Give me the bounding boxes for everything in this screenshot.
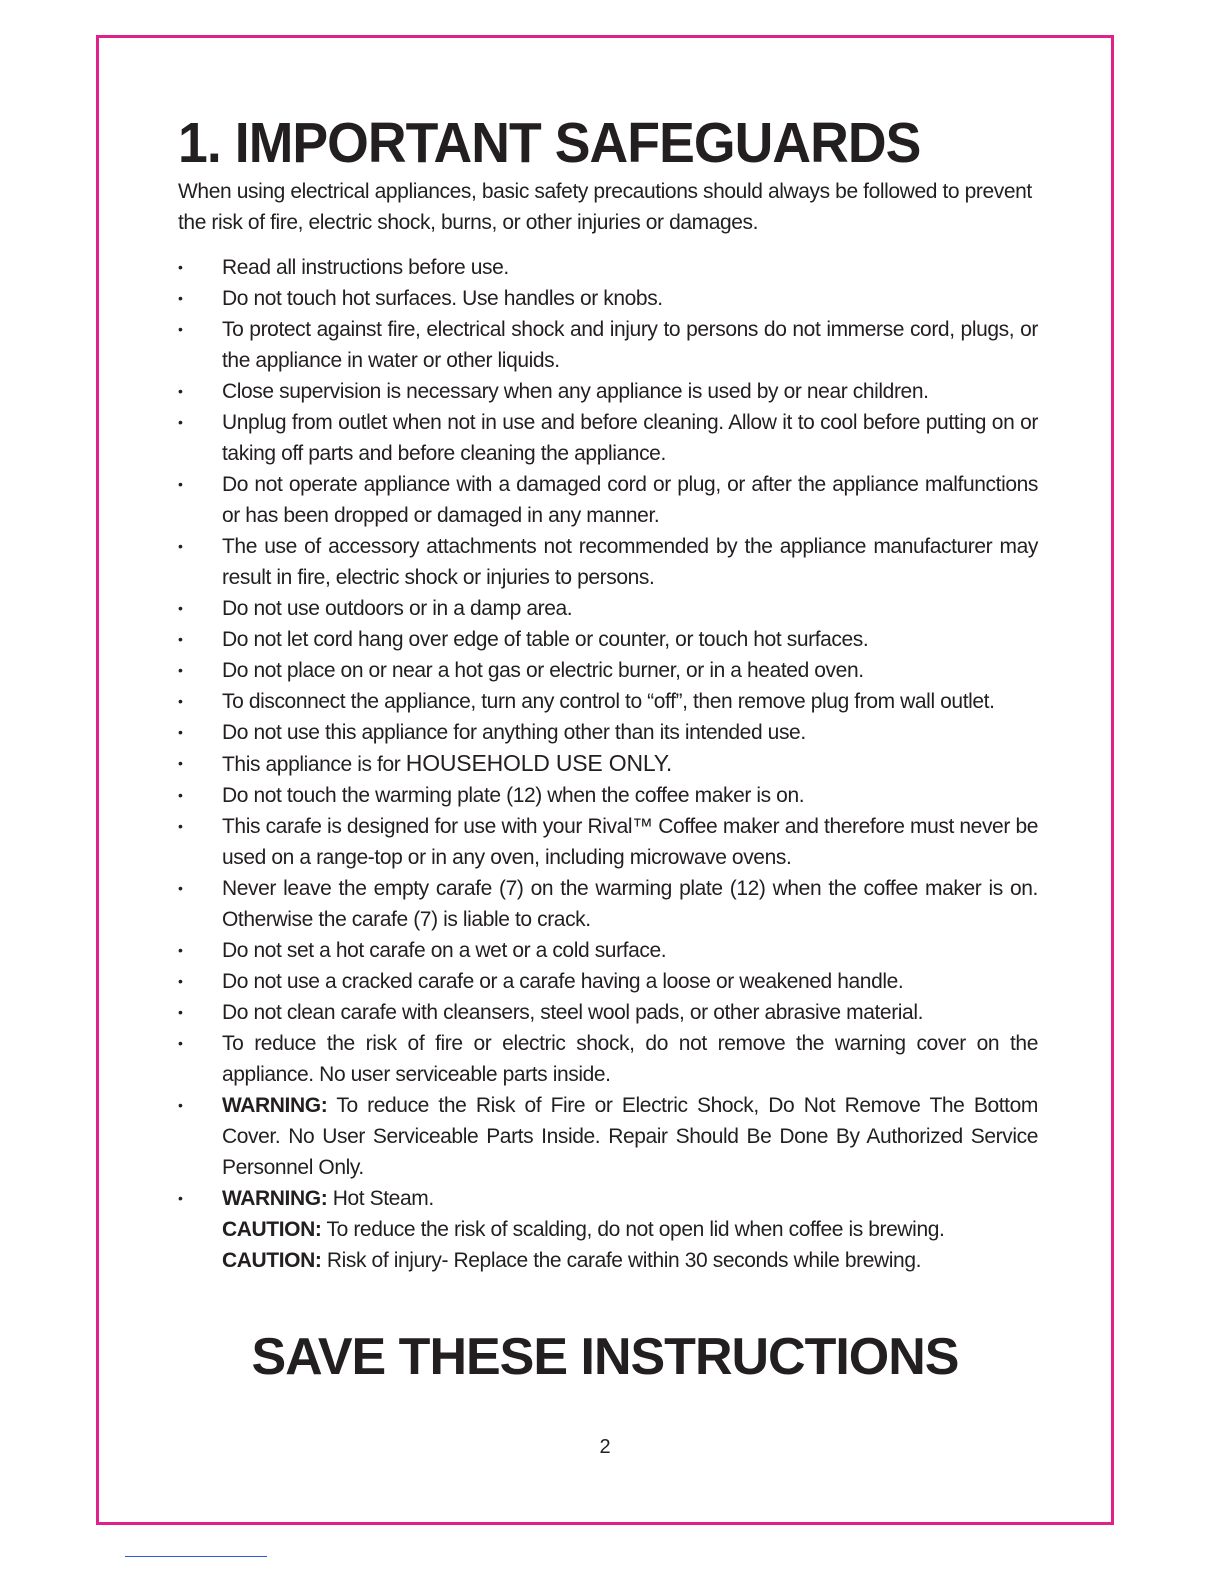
- bullet-icon: •: [178, 693, 183, 709]
- list-item: • Do not let cord hang over edge of table or counter, or touch hot surfaces.: [178, 624, 1038, 655]
- list-item: • Do not touch hot surfaces. Use handles or knobs.: [178, 283, 1038, 314]
- bullet-icon: •: [178, 662, 183, 678]
- list-item: • Close supervision is necessary when any appliance is used by or near children.: [178, 376, 1038, 407]
- bullet-icon: •: [178, 973, 183, 989]
- bullet-icon: •: [178, 942, 183, 958]
- list-item: • To reduce the risk of fire or electric shock, do not remove the warning cover on the appliance. No user serviceable parts inside.: [178, 1028, 1038, 1090]
- list-item: • To protect against fire, electrical shock and injury to persons do not immerse cord, plugs, or the appliance in water or other liquids.: [178, 314, 1038, 376]
- page-title: 1. IMPORTANT SAFEGUARDS: [178, 111, 921, 175]
- list-item: • Do not use a cracked carafe or a carafe having a loose or weakened handle.: [178, 966, 1038, 997]
- footnote-rule: [125, 1556, 267, 1557]
- list-item: • Do not place on or near a hot gas or electric burner, or in a heated oven.: [178, 655, 1038, 686]
- warning-label: WARNING:: [222, 1094, 328, 1117]
- list-item: • Unplug from outlet when not in use and before cleaning. Allow it to cool before putting on or taking off parts and before cleaning the appliance.: [178, 407, 1038, 469]
- safeguards-section: [178, 110, 1038, 1276]
- list-item: • Do not use outdoors or in a damp area.: [178, 593, 1038, 624]
- warning-item: • WARNING: To reduce the Risk of Fire or Electric Shock, Do Not Remove The Bottom Cover. No User Serviceable Parts Inside. Repair Should Be Done By Authorized Service Personnel Only.: [178, 1090, 1038, 1183]
- safeguards-list: [178, 252, 1038, 1276]
- list-item: • The use of accessory attachments not recommended by the appliance manufacturer may result in fire, electric shock or injuries to persons.: [178, 531, 1038, 593]
- bullet-icon: •: [178, 290, 183, 306]
- hot-steam-warning-item: [178, 1183, 1038, 1276]
- warning-label: WARNING:: [222, 1187, 328, 1210]
- bullet-icon: •: [178, 724, 183, 740]
- caution-label: CAUTION:: [222, 1218, 322, 1241]
- intro-paragraph: When using electrical appliances, basic safety precautions should always be followed to prevent the risk of fire, electric shock, burns, or other injuries or damages.: [178, 180, 1032, 234]
- bullet-icon: •: [178, 259, 183, 275]
- caution-injury-line: CAUTION: Risk of injury- Replace the carafe within 30 seconds while brewing.: [222, 1249, 922, 1272]
- list-item: • Never leave the empty carafe (7) on the warming plate (12) when the coffee maker is on. Otherwise the carafe (7) is liable to crack.: [178, 873, 1038, 935]
- hot-steam-line: WARNING: Hot Steam.: [222, 1187, 434, 1210]
- bullet-icon: •: [178, 476, 183, 492]
- list-item: • This carafe is designed for use with your Rival™ Coffee maker and therefore must never be used on a range-top or in any oven, including microwave ovens.: [178, 811, 1038, 873]
- bullet-icon: •: [178, 1035, 183, 1051]
- bullet-icon: •: [178, 414, 183, 430]
- bullet-icon: •: [178, 1004, 183, 1020]
- list-item: • Do not operate appliance with a damaged cord or plug, or after the appliance malfunctions or has been dropped or damaged in any manner.: [178, 469, 1038, 531]
- bullet-icon: •: [178, 880, 183, 896]
- bullet-icon: •: [178, 538, 183, 554]
- bullet-icon: •: [178, 787, 183, 803]
- bullet-icon: •: [178, 1190, 183, 1206]
- bullet-icon: •: [178, 1097, 183, 1113]
- household-use-item: • This appliance is for HOUSEHOLD USE ONLY.: [178, 748, 1038, 780]
- household-use-emphasis: HOUSEHOLD USE ONLY.: [405, 750, 673, 776]
- bullet-icon: •: [178, 383, 183, 399]
- list-item: • Do not clean carafe with cleansers, steel wool pads, or other abrasive material.: [178, 997, 1038, 1028]
- bullet-icon: •: [178, 818, 183, 834]
- list-item: • To disconnect the appliance, turn any control to “off”, then remove plug from wall outlet.: [178, 686, 1038, 717]
- bullet-icon: •: [178, 755, 183, 771]
- list-item: • Do not use this appliance for anything other than its intended use.: [178, 717, 1038, 748]
- page-number: 2: [599, 1436, 611, 1458]
- caution-scalding-line: CAUTION: To reduce the risk of scalding, do not open lid when coffee is brewing.: [222, 1218, 945, 1241]
- list-item: • Read all instructions before use.: [178, 252, 1038, 283]
- save-instructions-heading: SAVE THESE INSTRUCTIONS: [251, 1328, 959, 1386]
- list-item: • Do not set a hot carafe on a wet or a cold surface.: [178, 935, 1038, 966]
- bullet-icon: •: [178, 631, 183, 647]
- list-item: • Do not touch the warming plate (12) when the coffee maker is on.: [178, 780, 1038, 811]
- caution-label: CAUTION:: [222, 1249, 322, 1272]
- bullet-icon: •: [178, 600, 183, 616]
- bullet-icon: •: [178, 321, 183, 337]
